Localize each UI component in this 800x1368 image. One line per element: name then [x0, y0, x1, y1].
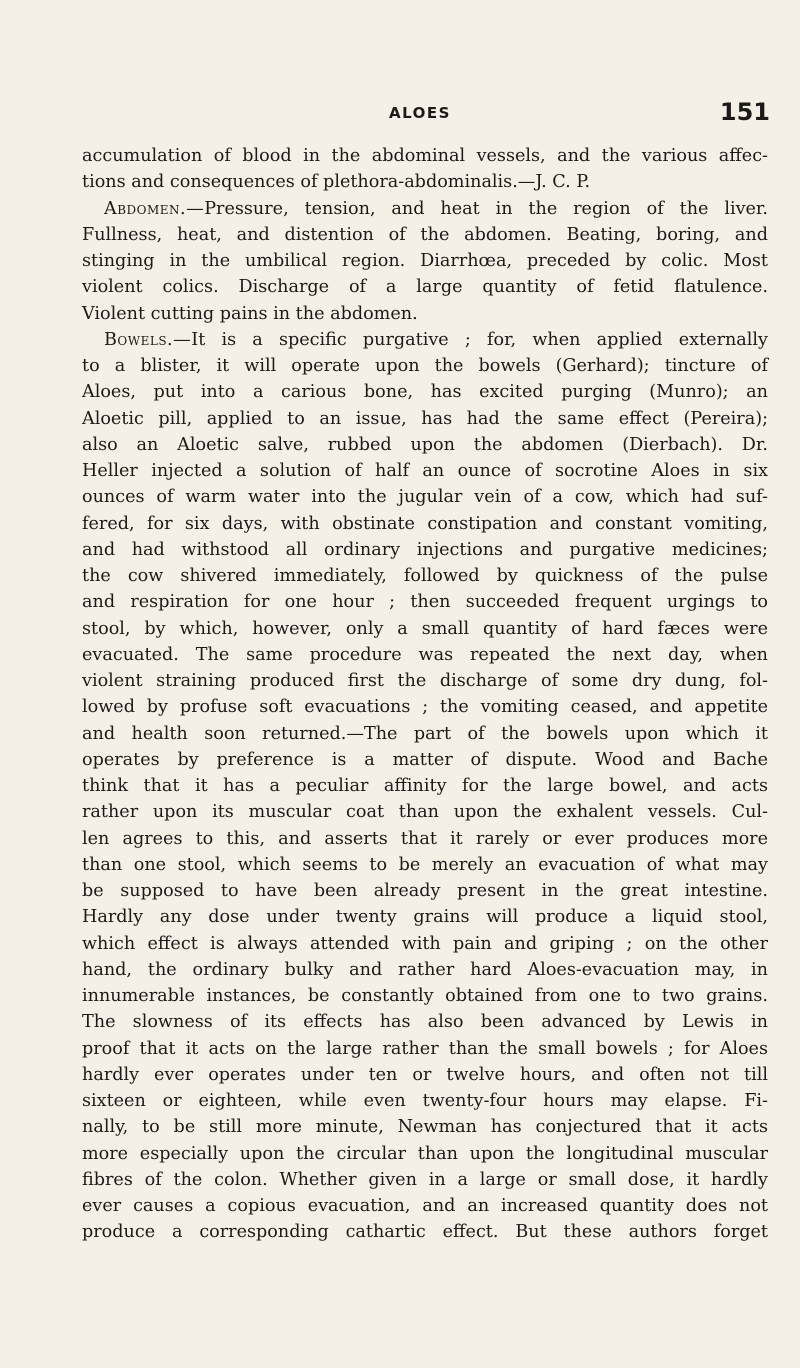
text-line: accumulation of blood in the abdominal vessels, and the various affec- — [82, 146, 768, 166]
text-line: It is a specific purgative ; for, when applied externally — [191, 329, 768, 350]
text-line: The slowness of its effects has also been advanced by Lewis in — [82, 1012, 768, 1033]
text-line: ounces of warm water into the jugular vein of a cow, which had suf- — [82, 487, 768, 508]
text-line: stinging in the umbilical region. Diarrhœa, preceded by colic. Most — [82, 251, 768, 271]
text-line: fibres of the colon. Whether given in a large or small dose, it hardly — [82, 1169, 768, 1190]
text-line: think that it has a peculiar affinity for the large bowel, and acts — [82, 776, 768, 796]
text-line: than one stool, which seems to be merely an evacuation of what may — [82, 854, 768, 875]
text-line: lowed by profuse soft evacuations ; the vomiting ceased, and appetite — [82, 697, 768, 718]
text-line: and respiration for one hour ; then succeeded frequent urgings to — [82, 592, 768, 613]
text-line: sixteen or eighteen, while even twenty-four hours may elapse. Fi- — [82, 1091, 768, 1111]
paragraph-bowels — [82, 327, 768, 353]
text-line: Heller injected a solution of half an ounce of socrotine Aloes in six — [82, 461, 768, 481]
text-line: hand, the ordinary bulky and rather hard Aloes-evacuation may, in — [82, 959, 768, 980]
text-line: and health soon returned.—The part of the bowels upon which it — [82, 723, 768, 744]
text-line: Fullness, heat, and distention of the abdomen. Beating, boring, and — [82, 224, 768, 245]
text-line: proof that it acts on the large rather than the small bowels ; for Aloes — [82, 1038, 768, 1059]
text-line: Hardly any dose under twenty grains will produce a liquid stool, — [82, 907, 768, 928]
paragraph-abdomen — [82, 196, 768, 222]
text-line: innumerable instances, be constantly obtained from one to two grains. — [82, 986, 768, 1006]
text-line: and had withstood all ordinary injections and purgative medicines; — [82, 539, 768, 560]
text-line: which effect is always attended with pain and griping ; on the other — [82, 933, 768, 954]
text-line: the cow shivered immediately, followed by quickness of the pulse — [82, 566, 768, 586]
text-line: Aloes, put into a carious bone, has excited purging (Munro); an — [82, 382, 768, 403]
text-line: len agrees to this, and asserts that it rarely or ever produces more — [82, 828, 768, 849]
text-line: stool, by which, however, only a small quantity of hard fæces were — [82, 618, 768, 639]
text-line: tions and consequences of plethora-abdominalis.—J. C. P. — [82, 172, 591, 193]
text-line: more especially upon the circular than upon the longitudinal muscular — [82, 1143, 768, 1164]
text-line: fered, for six days, with obstinate constipation and constant vomiting, — [82, 513, 768, 534]
section-heading-abdomen: Abdomen.— — [104, 198, 205, 219]
text-line: Pressure, tension, and heat in the region of the liver. — [204, 198, 768, 219]
text-line: ever causes a copious evacuation, and an increased quantity does not — [82, 1196, 768, 1216]
text-line: Aloetic pill, applied to an issue, has had the same effect (Pereira); — [82, 408, 768, 429]
text-line: nally, to be still more minute, Newman has conjectured that it acts — [82, 1117, 768, 1138]
text-line: violent straining produced first the discharge of some dry dung, fol- — [82, 671, 768, 691]
text-line: Violent cutting pains in the abdomen. — [82, 303, 418, 324]
text-line: be supposed to have been already present in the great intestine. — [82, 881, 768, 901]
text-line: operates by preference is a matter of dispute. Wood and Bache — [82, 749, 768, 770]
page-number: 151 — [719, 98, 770, 126]
text-line: evacuated. The same procedure was repeated the next day, when — [82, 644, 768, 665]
running-head — [70, 98, 770, 134]
body-text — [82, 143, 768, 1246]
text-line: rather upon its muscular coat than upon the exhalent vessels. Cul- — [82, 802, 768, 823]
text-line: to a blister, it will operate upon the bowels (Gerhard); tincture of — [82, 356, 768, 376]
text-line: produce a corresponding cathartic effect. But these authors forget — [82, 1222, 768, 1243]
section-heading-bowels: Bowels.— — [104, 329, 192, 350]
text-line: also an Aloetic salve, rubbed upon the abdomen (Dierbach). Dr. — [82, 434, 768, 455]
text-line: violent colics. Discharge of a large quantity of fetid flatulence. — [82, 277, 768, 298]
text-line: hardly ever operates under ten or twelve hours, and often not till — [82, 1064, 768, 1085]
running-title: ALOES — [389, 104, 451, 122]
